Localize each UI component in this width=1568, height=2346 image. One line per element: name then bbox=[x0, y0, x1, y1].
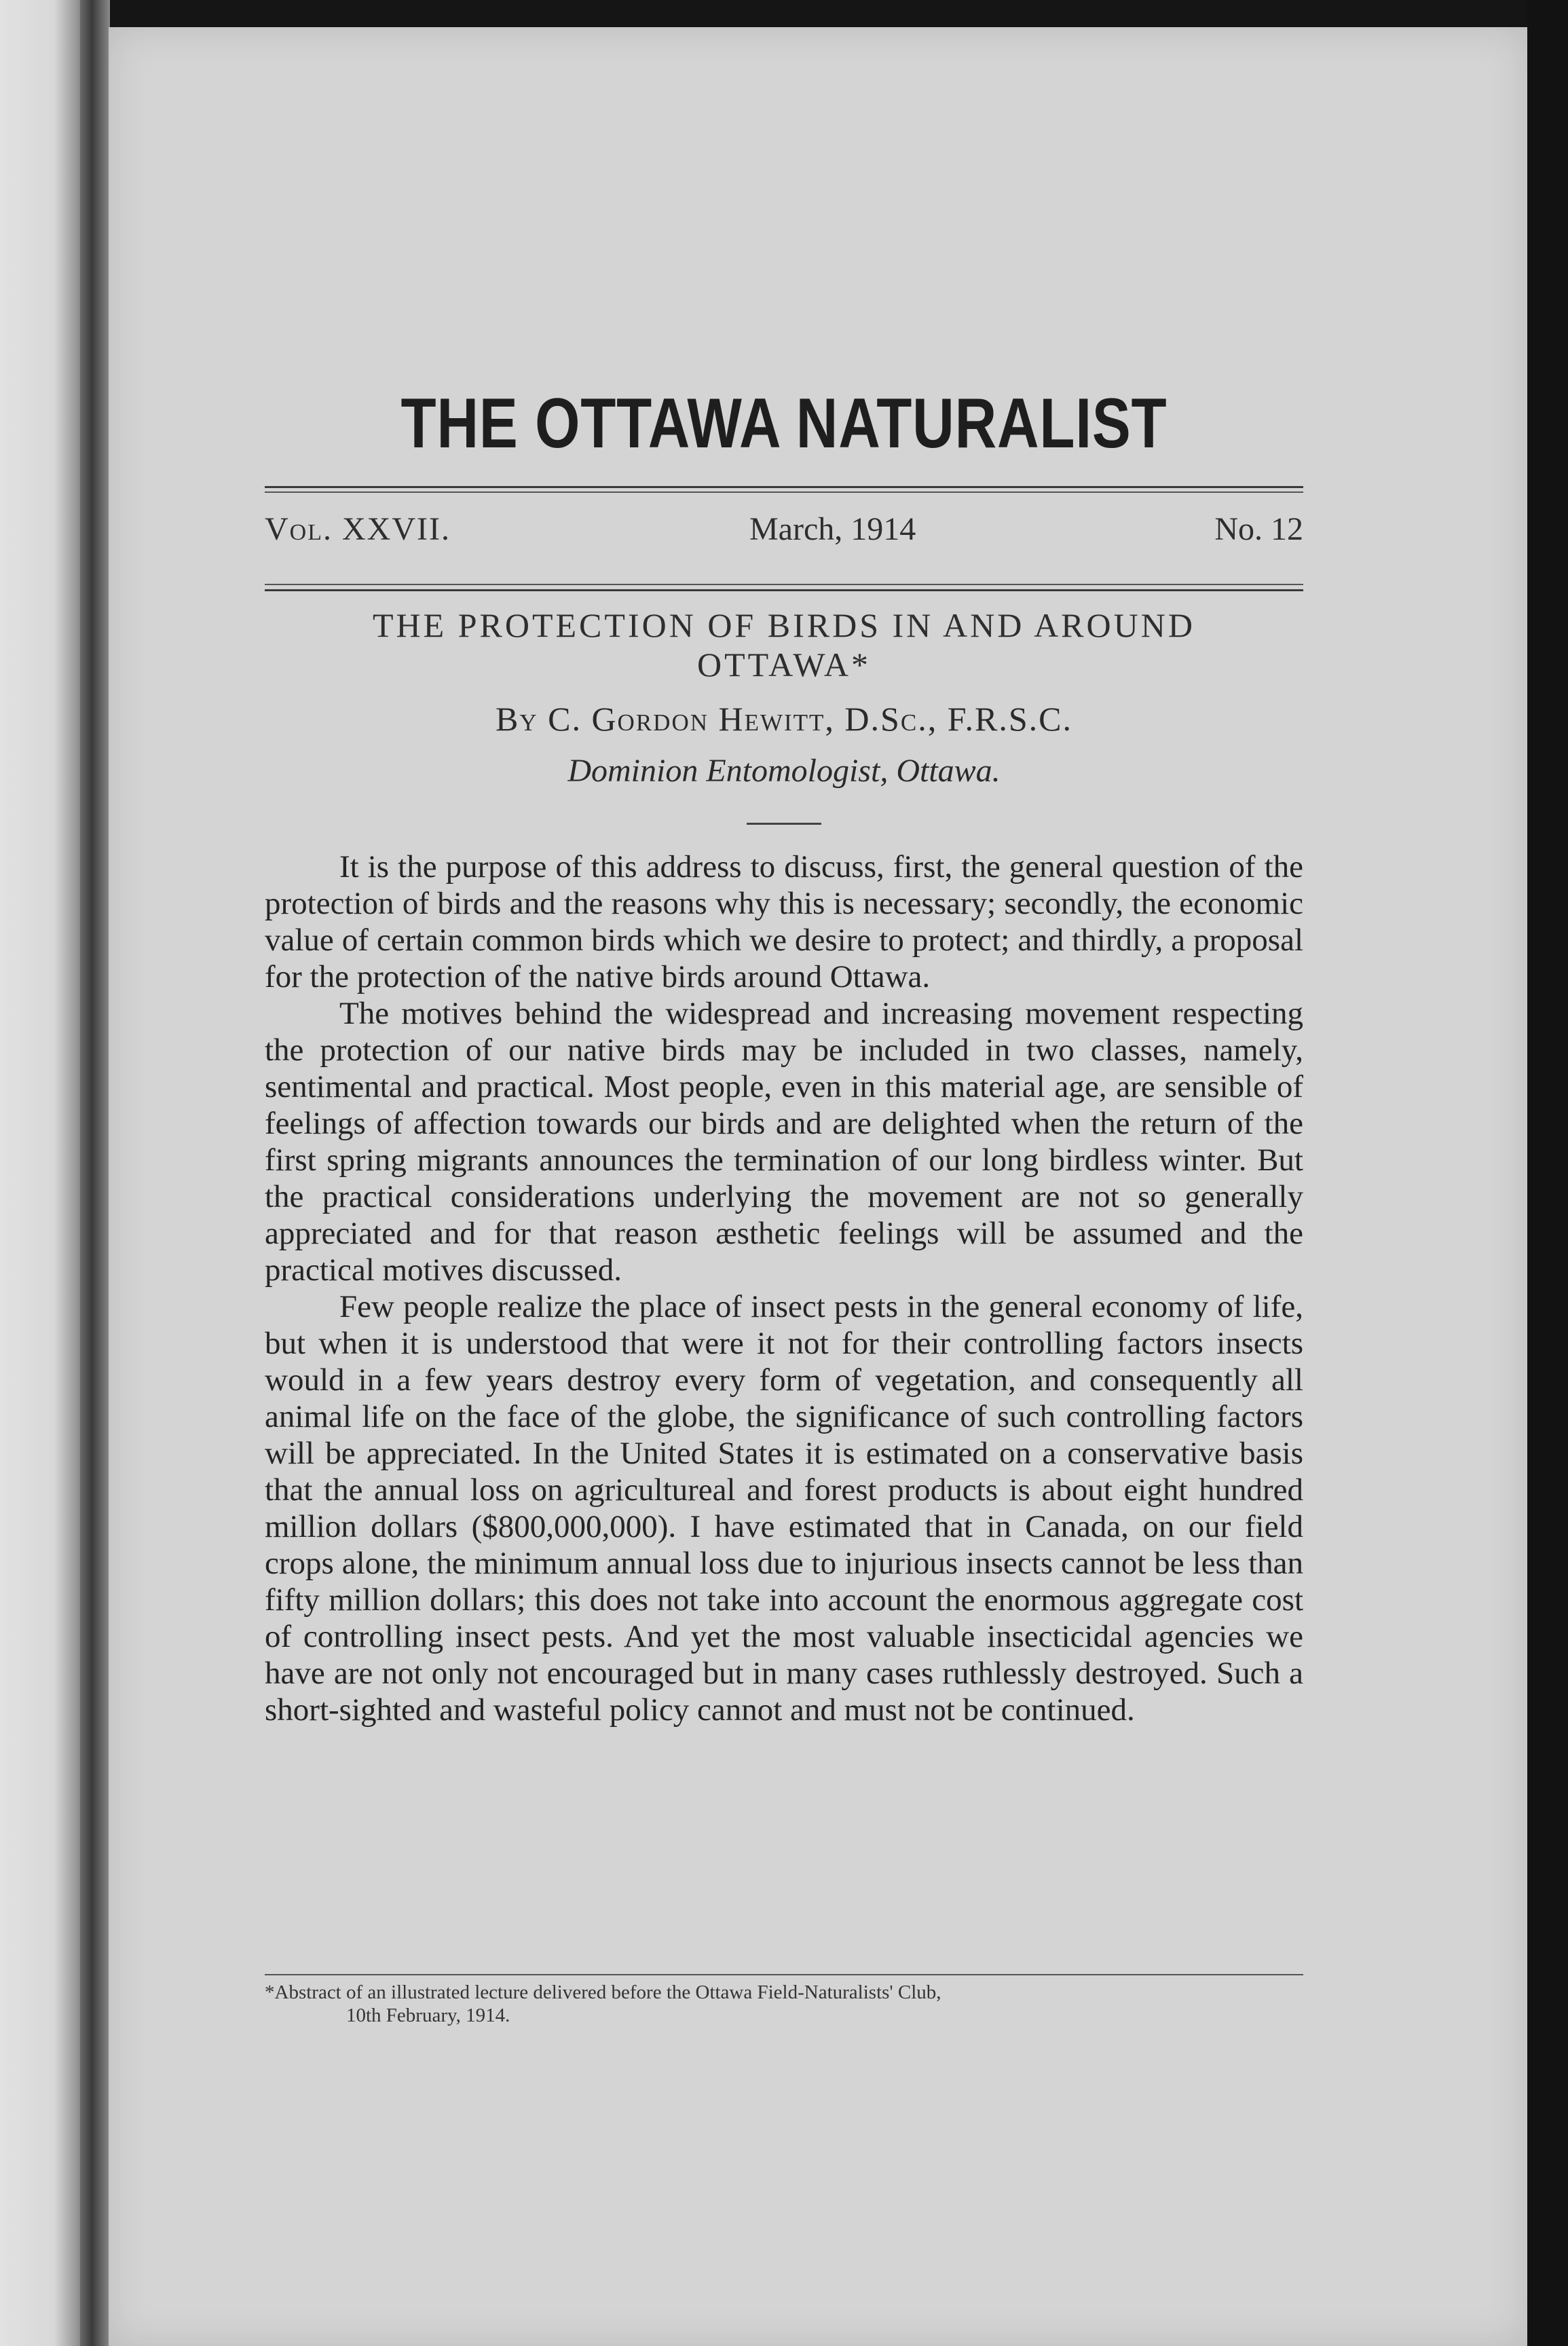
masthead-rule-bottom bbox=[265, 589, 1303, 591]
paragraph-2: The motives behind the widespread and increasing movement respecting the protection of our native birds may be included in two classes, namely, sentimental and practical. Most people, even in this material age, are sensible of feelings of affection towards our birds and are delighted when the return of the first spring migrants announces the termination of our long birdless winter. But the practical considerations underlying the movement are not so generally appreciated and for that reason æsthetic feelings will be assumed and the practical motives discussed. bbox=[265, 996, 1303, 1288]
author-affiliation: Dominion Entomologist, Ottawa. bbox=[567, 753, 1001, 789]
paragraph-1: It is the purpose of this address to discuss, first, the general question of the protection of birds and the reasons why this is necessary; secondly, the economic value of certain common birds which we desire to protect; and thirdly, a proposal for the protection of the native birds around Ottawa. bbox=[265, 849, 1303, 994]
article-title bbox=[265, 606, 1303, 684]
issue-line bbox=[265, 510, 1303, 548]
masthead-rule-top bbox=[265, 486, 1303, 488]
masthead-rule-bottom-inner bbox=[265, 584, 1303, 585]
volume-number: Vol. XXVII. bbox=[265, 511, 451, 547]
footnote bbox=[265, 1981, 1303, 2027]
paragraph-3: Few people realize the place of insect pests in the general economy of life, but when it is understood that were it not for their controlling factors insects would in a few years destroy every form of vegetation, and consequently all animal life on the face of the globe, the significance of such controlling factors will be appreciated. In the United States it is estimated on a conservative basis that the annual loss on agricultureal and forest products is about eight hundred million dollars ($800,000,000). I have estimated that in Canada, on our field crops alone, the minimum annual loss due to injurious insects cannot be less than fifty million dollars; this does not take into account the enormous aggregate cost of controlling insect pests. And yet the most valuable insecticidal agencies we have are not only not encouraged but in many cases ruthlessly destroyed. Such a short-sighted and wasteful policy cannot and must not be continued. bbox=[265, 1289, 1303, 1728]
issue-number: No. 12 bbox=[1214, 511, 1303, 547]
masthead-rule-top-inner bbox=[265, 491, 1303, 493]
footnote-line2: 10th February, 1914. bbox=[346, 2005, 510, 2026]
issue-date: March, 1914 bbox=[749, 511, 916, 547]
book-binding-gutter bbox=[80, 0, 110, 2346]
author-byline: By C. Gordon Hewitt, D.Sc., F.R.S.C. bbox=[495, 700, 1073, 738]
article-title-line1: THE PROTECTION OF BIRDS IN AND AROUND bbox=[373, 606, 1195, 644]
facing-page-margin bbox=[0, 0, 90, 2346]
journal-title: THE OTTAWA NATURALIST bbox=[400, 384, 1168, 463]
scan-right-edge bbox=[1527, 0, 1568, 2346]
article-title-line2: OTTAWA* bbox=[696, 646, 872, 684]
footnote-rule bbox=[265, 1974, 1303, 1975]
footnote-line1: *Abstract of an illustrated lecture delivered before the Ottawa Field-Naturalists' Club, bbox=[265, 1981, 941, 2003]
section-divider bbox=[747, 823, 821, 825]
article-body bbox=[265, 849, 1303, 1728]
